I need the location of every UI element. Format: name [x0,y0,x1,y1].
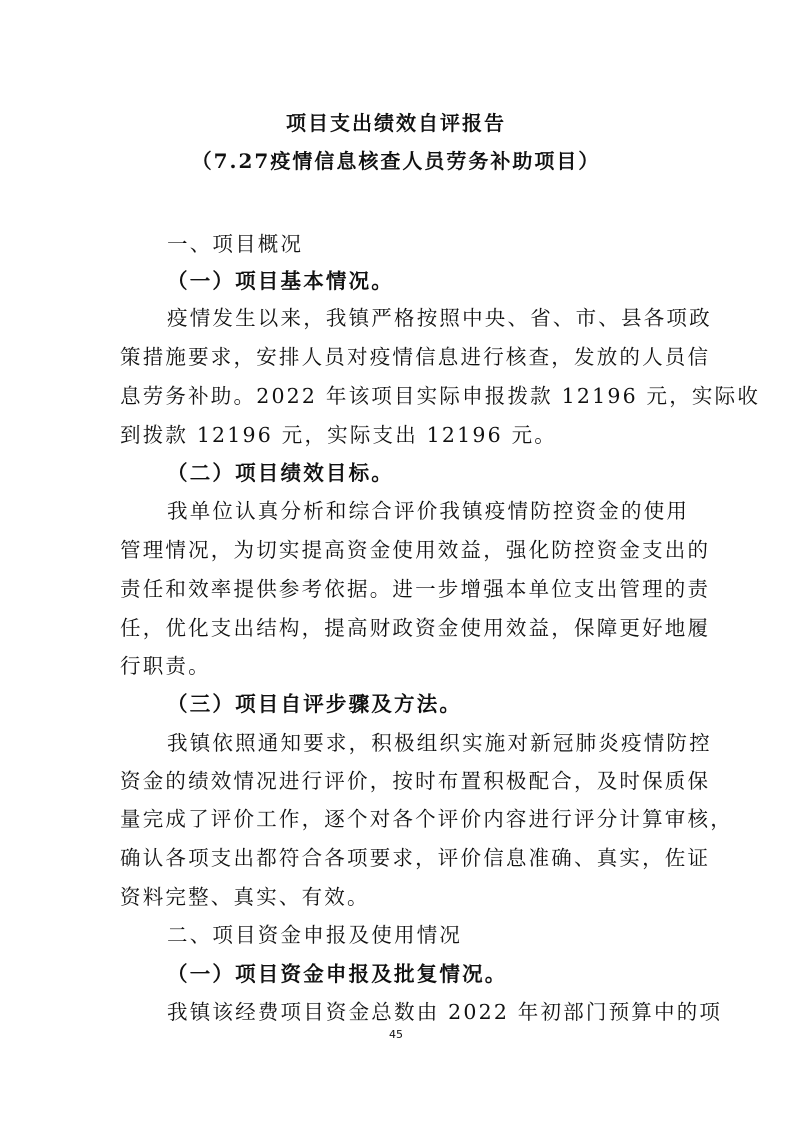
subsection-heading-2-1: （一）项目资金申报及批复情况。 [167,962,508,986]
paragraph-line: 到拨款 12196 元，实际支出 12196 元。 [120,423,557,447]
paragraph-line: 资料完整、真实、有效。 [120,885,370,909]
document-subtitle: （7.27疫情信息核查人员劳务补助项目） [191,149,601,173]
paragraph-line: 我镇依照通知要求，积极组织实施对新冠肺炎疫情防控 [167,731,712,755]
paragraph-line: 疫情发生以来，我镇严格按照中央、省、市、县各项政 [167,306,712,330]
paragraph-line: 任，优化支出结构，提高财政资金使用效益，保障更好地履 [120,616,711,640]
paragraph-line: 量完成了评价工作，逐个对各个评价内容进行评分计算审核， [120,807,733,831]
subsection-heading-1-2: （二）项目绩效目标。 [167,461,394,485]
paragraph-line: 管理情况，为切实提高资金使用效益，强化防控资金支出的 [120,538,711,562]
paragraph-line: 我单位认真分析和综合评价我镇疫情防控资金的使用 [167,499,690,523]
paragraph-line: 资金的绩效情况进行评价，按时布置积极配合，及时保质保 [120,769,711,793]
paragraph-line: 确认各项支出都符合各项要求，评价信息准确、真实，佐证 [120,846,711,870]
page-number: 45 [389,1028,403,1041]
document-title: 项目支出绩效自评报告 [286,111,506,135]
paragraph-line: 行职责。 [120,654,211,678]
paragraph-line: 我镇该经费项目资金总数由 2022 年初部门预算中的项 [167,1000,723,1024]
paragraph-line: 策措施要求，安排人员对疫情信息进行核查，发放的人员信 [120,345,711,369]
paragraph-line: 息劳务补助。2022 年该项目实际申报拨款 12196 元，实际收 [120,384,761,408]
section-heading-2: 二、项目资金申报及使用情况 [167,923,463,947]
subsection-heading-1-3: （三）项目自评步骤及方法。 [167,692,463,716]
section-heading-1: 一、项目概况 [167,232,304,256]
paragraph-line: 责任和效率提供参考依据。进一步增强本单位支出管理的责 [120,577,711,601]
subsection-heading-1-1: （一）项目基本情况。 [167,269,394,293]
